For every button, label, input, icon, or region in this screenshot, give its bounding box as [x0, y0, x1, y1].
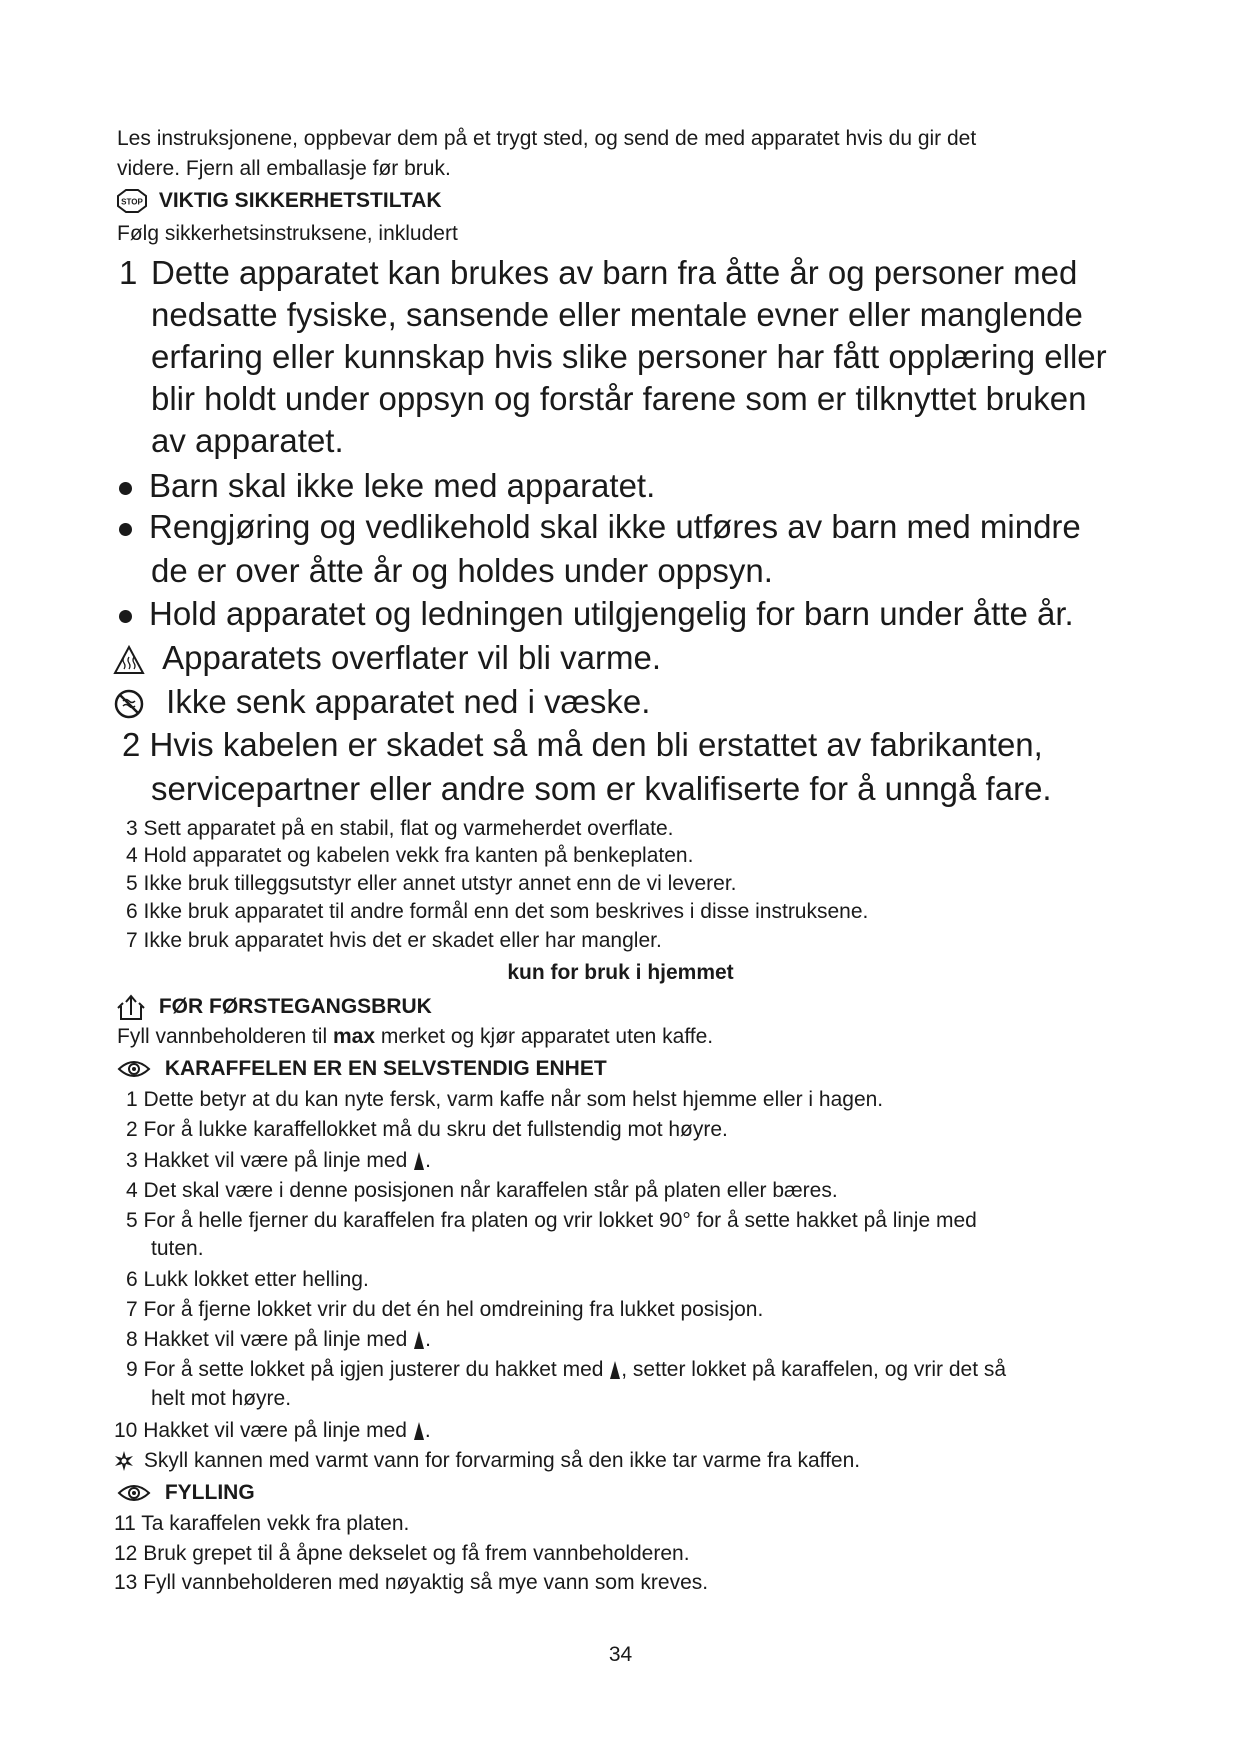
unpack-box-icon [117, 993, 145, 1021]
bullet-2-line-1: Rengjøring og vedlikehold skal ikke utføres av barn med mindre [149, 508, 1081, 545]
notch-icon [413, 1421, 425, 1441]
carafe-item-8-text: 8 Hakket vil være på linje med [126, 1328, 414, 1351]
carafe-item-10-text: 10 Hakket vil være på linje med [114, 1419, 413, 1442]
carafe-item-10-end: . [424, 1419, 431, 1442]
carafe-item-8 [126, 1327, 431, 1353]
notch-icon [609, 1360, 621, 1380]
eye-icon [117, 1483, 151, 1503]
intro-line-2: videre. Fjern all emballasje før bruk. [117, 157, 451, 180]
item-2-line-2: servicepartner eller andre som er kvalifiserte for å unngå fare. [151, 770, 1052, 807]
carafe-item-6: 6 Lukk lokket etter helling. [126, 1268, 369, 1291]
item-1-line-2: nedsatte fysiske, sansende eller mentale evner eller manglende [151, 296, 1083, 333]
item-1-line-1: Dette apparatet kan brukes av barn fra åtte år og personer med [151, 254, 1078, 291]
bullet-2-row [119, 506, 1081, 548]
page-number: 34 [608, 1643, 633, 1666]
item-1-number: 1 [119, 254, 138, 291]
first-use-max-label: max [332, 1025, 375, 1048]
item-2-line-1: 2 Hvis kabelen er skadet så må den bli erstattet av fabrikanten, [122, 726, 1043, 763]
eye-icon [117, 1059, 151, 1079]
stop-icon-text: STOP [121, 197, 143, 207]
notch-icon [413, 1151, 425, 1171]
carafe-item-1: 1 Dette betyr at du kan nyte fersk, varm kaffe når som helst hjemme eller i hagen. [126, 1088, 884, 1111]
carafe-item-9-line-2: helt mot høyre. [151, 1387, 292, 1410]
hot-surface-row [113, 637, 661, 679]
safety-heading-row [117, 188, 442, 214]
bullet-3-text: Hold apparatet og ledningen utilgjengelig for barn under åtte år. [149, 595, 1074, 632]
carafe-heading-row [117, 1056, 607, 1082]
notch-icon [413, 1330, 425, 1350]
carafe-heading: KARAFFELEN ER EN SELVSTENDIG ENHET [164, 1057, 607, 1080]
bullet-1-row [119, 465, 655, 507]
list-item: 11 Ta karaffelen vekk fra platen. [114, 1512, 410, 1535]
hot-surface-warning-icon [113, 645, 145, 675]
bullet-dot-icon [119, 610, 132, 623]
carafe-item-3-text: 3 Hakket vil være på linje med [126, 1149, 414, 1172]
carafe-item-3-end: . [425, 1149, 431, 1172]
bullet-dot-icon [119, 482, 132, 495]
list-item: 4 Hold apparatet og kabelen vekk fra kanten på benkeplaten. [126, 844, 694, 867]
carafe-item-2: 2 For å lukke karaffellokket må du skru det fullstendig mot høyre. [126, 1118, 728, 1141]
stop-icon [117, 189, 147, 213]
safety-heading: VIKTIG SIKKERHETSTILTAK [158, 189, 442, 212]
bullet-2-line-2: de er over åtte år og holdes under oppsyn. [151, 552, 773, 589]
carafe-item-3 [126, 1148, 431, 1174]
carafe-item-4: 4 Det skal være i denne posisjonen når karaffelen står på platen eller bæres. [126, 1179, 838, 1202]
carafe-item-9 [126, 1357, 1006, 1383]
hot-surface-text: Apparatets overflater vil bli varme. [162, 639, 662, 676]
first-use-heading: FØR FØRSTEGANGSBRUK [158, 994, 432, 1018]
intro-line-1: Les instruksjonene, oppbevar dem på et trygt sted, og send de med apparatet hvis du gir det [117, 127, 977, 150]
item-1-line-5: av apparatet. [151, 422, 344, 459]
first-use-text [117, 1024, 713, 1050]
carafe-item-5-line-1: 5 For å helle fjerner du karaffelen fra platen og vrir lokket 90° for å sette hakket på linje med [126, 1209, 977, 1232]
first-use-text-end: merket og kjør apparatet uten kaffe. [375, 1025, 714, 1048]
carafe-item-8-end: . [425, 1328, 431, 1351]
carafe-item-10 [114, 1418, 431, 1444]
list-item: 5 Ikke bruk tilleggsutstyr eller annet utstyr annet enn de vi leverer. [126, 872, 737, 895]
safety-subheading: Følg sikkerhetsinstruksene, inkludert [117, 222, 458, 245]
list-item: 7 Ikke bruk apparatet hvis det er skadet eller har mangler. [126, 929, 662, 952]
item-1-line-4: blir holdt under oppsyn og forstår farene som er tilknyttet bruken [151, 380, 1087, 417]
filling-heading-row [117, 1480, 255, 1506]
carafe-item-9-text-2: , setter lokket på karaffelen, og vrir det så [621, 1358, 1007, 1381]
tip-text: Skyll kannen med varmt vann for forvarming så den ikke tar varme fra kaffen. [143, 1449, 861, 1472]
first-use-heading-row [117, 993, 432, 1021]
carafe-item-7: 7 For å fjerne lokket vrir du det én hel omdreining fra lukket posisjon. [126, 1298, 764, 1321]
filling-heading: FYLLING [164, 1481, 255, 1504]
list-item: 3 Sett apparatet på en stabil, flat og varmeherdet overflate. [126, 817, 674, 840]
bullet-3-row [119, 593, 1074, 635]
bullet-dot-icon [119, 523, 132, 536]
carafe-item-5-line-2: tuten. [151, 1237, 204, 1260]
no-immerse-row [113, 681, 650, 723]
home-use-note: kun for bruk i hjemmet [507, 961, 734, 984]
first-use-text-start: Fyll vannbeholderen til [117, 1025, 333, 1048]
bullet-1-text: Barn skal ikke leke med apparatet. [149, 467, 656, 504]
carafe-item-9-text: 9 For å sette lokket på igjen justerer du hakket med [126, 1358, 610, 1381]
list-item: 13 Fyll vannbeholderen med nøyaktig så mye vann som kreves. [114, 1571, 709, 1594]
tip-row [114, 1448, 860, 1474]
item-1-line-3: erfaring eller kunnskap hvis slike personer har fått opplæring eller [151, 338, 1107, 375]
sparkle-tip-icon [114, 1451, 134, 1471]
no-immerse-icon [113, 688, 145, 720]
list-item: 6 Ikke bruk apparatet til andre formål enn det som beskrives i disse instruksene. [126, 900, 869, 923]
list-item: 12 Bruk grepet til å åpne dekselet og få frem vannbeholderen. [114, 1542, 690, 1565]
no-immerse-text: Ikke senk apparatet ned i væske. [166, 683, 651, 720]
